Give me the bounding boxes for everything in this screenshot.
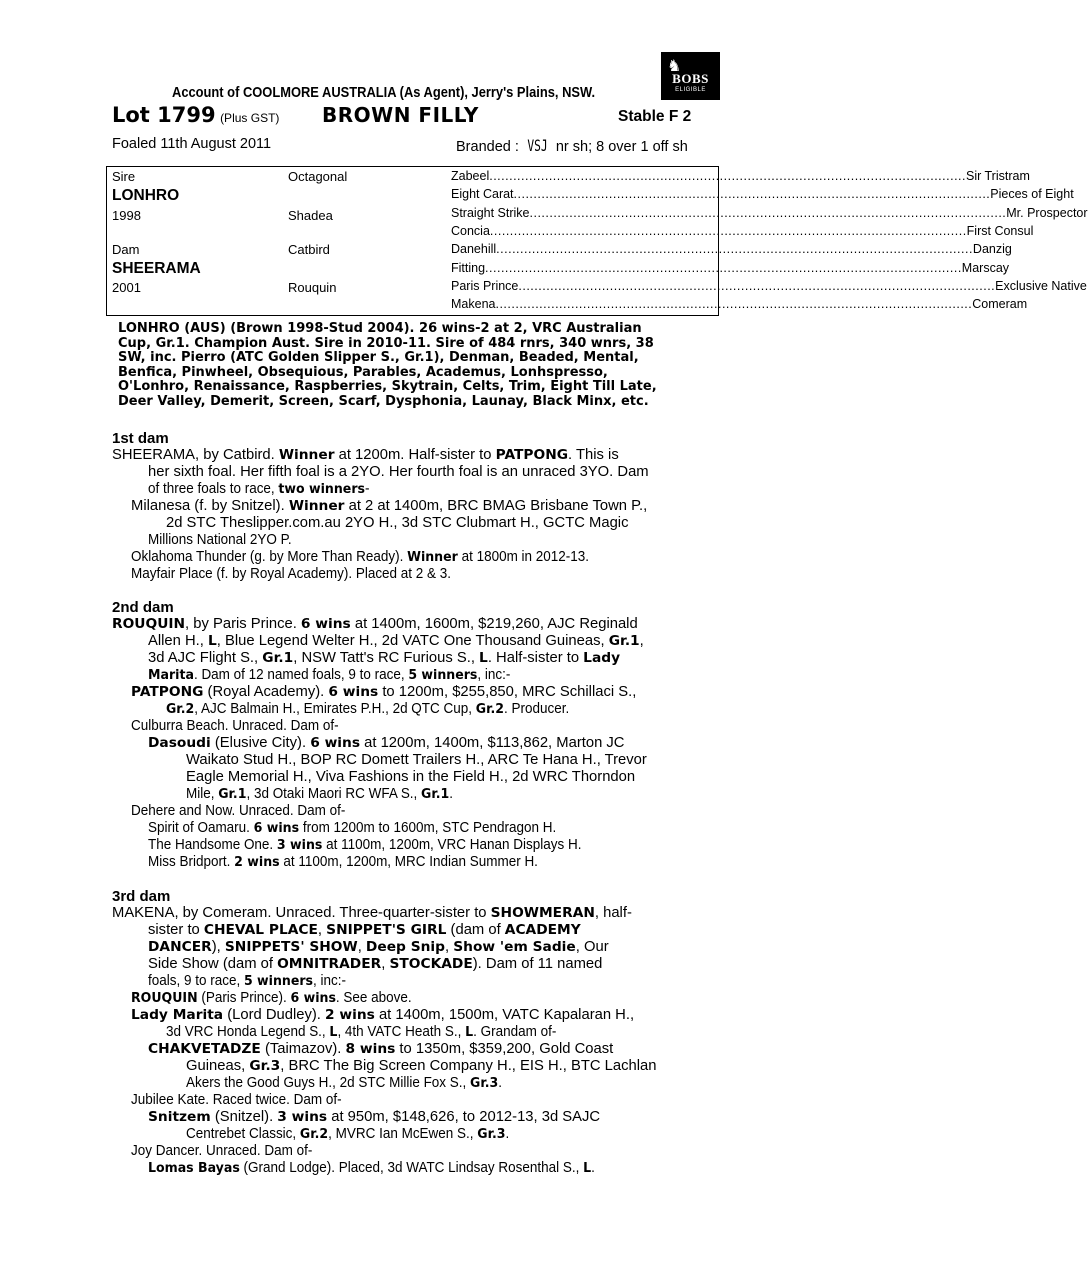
record-line xyxy=(148,939,609,956)
text: (Elusive City). xyxy=(210,735,311,751)
record-line xyxy=(148,667,538,684)
bold-text: L xyxy=(479,650,488,666)
dot-leader: ........................................................................................................................ xyxy=(495,297,973,312)
bold-text: PATPONG xyxy=(131,684,204,700)
ancestor-row xyxy=(451,242,1012,257)
text: , inc:- xyxy=(313,973,346,989)
text: (Paris Prince). xyxy=(197,990,291,1006)
text: . This is xyxy=(568,447,619,463)
bold-text: 6 wins xyxy=(290,990,336,1006)
record-line xyxy=(148,650,621,667)
record-line xyxy=(148,922,581,939)
text: (Royal Academy). xyxy=(203,684,329,700)
record-line xyxy=(131,1143,326,1160)
bold-text: CHEVAL PLACE xyxy=(203,922,318,938)
text: Guineas, xyxy=(186,1058,250,1074)
text: , xyxy=(317,922,327,938)
bold-text: 2 wins xyxy=(325,1007,375,1023)
record-line xyxy=(131,1007,635,1024)
text: 2d STC Theslipper.com.au 2YO H., 3d STC Clubmart H., GCTC Magic xyxy=(166,515,629,531)
text: . See above. xyxy=(335,990,412,1006)
record-line xyxy=(148,956,603,973)
text: (dam of xyxy=(446,922,505,938)
text: Mile, xyxy=(186,786,219,802)
text: , xyxy=(639,633,644,649)
sire-summary-line: O'Lonhro, Renaissance, Raspberries, Skytrain, Celts, Trim, Eight Till Late, xyxy=(118,379,657,394)
record-line xyxy=(148,481,386,498)
bold-text: Snitzem xyxy=(148,1109,211,1125)
text: (Taimazov). xyxy=(260,1041,346,1057)
ancestor-row xyxy=(451,278,1087,293)
record-line xyxy=(131,498,648,515)
bobs-logo: ♞ BOBS ELIGIBLE xyxy=(661,52,720,100)
bold-text: Gr.1 xyxy=(218,786,247,802)
sire-summary xyxy=(118,322,711,409)
text: . Half-sister to xyxy=(487,650,584,666)
record-line xyxy=(148,633,644,650)
ancestor-name: Danehill xyxy=(451,242,497,257)
bold-text: 6 wins xyxy=(328,684,379,700)
text: , xyxy=(444,939,454,955)
ancestor-row xyxy=(451,297,1028,312)
sire-summary-line: Benfica, Pinwheel, Obsequious, Parables, Academus, Lonhspresso, xyxy=(118,364,608,380)
bold-text: Lady Marita xyxy=(131,1007,224,1023)
ancestor-name: Eight Carat xyxy=(451,187,514,202)
text: , 4th VATC Heath S., xyxy=(337,1024,466,1040)
bold-text: 5 winners xyxy=(243,973,314,989)
bold-text: ROUQUIN xyxy=(131,990,198,1006)
sire-summary-line: LONHRO (AUS) (Brown 1998-Stud 2004). 26 wins-2 at 2, VRC Australian xyxy=(118,321,642,336)
text: Side Show (dam of xyxy=(148,956,278,972)
text: , inc:- xyxy=(477,667,511,683)
text: at 1400m, 1600m, $219,260, AJC Reginald xyxy=(350,616,638,632)
text: , MVRC Ian McEwen S., xyxy=(328,1126,478,1142)
bold-text: 2 wins xyxy=(234,854,280,870)
text: Millions National 2YO P. xyxy=(148,532,292,548)
bold-text: PATPONG xyxy=(495,447,569,463)
bold-text: L xyxy=(583,1160,592,1176)
bold-text: Lomas Bayas xyxy=(148,1160,240,1176)
dot-leader: ........................................................................................................................ xyxy=(485,260,962,275)
ancestor-parent: Sir Tristram xyxy=(965,169,1030,183)
text: to 1200m, $255,850, MRC Schillaci S., xyxy=(378,684,637,700)
bold-text: 5 winners xyxy=(408,667,478,683)
heading-third-dam: 3rd dam xyxy=(112,888,171,905)
heading-second-dam: 2nd dam xyxy=(112,599,174,616)
dot-leader: ........................................................................................................................ xyxy=(518,278,996,293)
ancestor-parent: Marscay xyxy=(961,260,1010,275)
record-line xyxy=(186,1058,657,1075)
bold-text: SHOWMERAN xyxy=(490,905,595,921)
foaled-date: Foaled 11th August 2011 xyxy=(112,136,272,152)
bold-text: Show 'em Sadie xyxy=(453,939,576,955)
record-line xyxy=(148,735,625,752)
record-line xyxy=(112,905,632,922)
record-line xyxy=(186,769,636,786)
text: Akers the Good Guys H., 2d STC Millie Fox S., xyxy=(186,1075,471,1091)
sire-summary-line: Cup, Gr.1. Champion Aust. Sire in 2010-11. Sire of 484 rnrs, 340 wnrs, 38 xyxy=(118,335,654,351)
bold-text: DANCER xyxy=(148,939,212,955)
text: . Producer. xyxy=(503,701,570,717)
text: Milanesa (f. by Snitzel). xyxy=(131,498,289,514)
stable-number: Stable F 2 xyxy=(618,108,692,125)
text: ), xyxy=(211,939,225,955)
bold-text: Gr.2 xyxy=(299,1126,329,1142)
record-line xyxy=(131,1092,357,1109)
record-line xyxy=(131,566,475,583)
ancestor-parent: Pieces of Eight xyxy=(990,187,1074,202)
bold-text: Winner xyxy=(288,498,345,514)
ancestor-name: Straight Strike xyxy=(451,205,530,220)
dot-leader: ........................................................................................................................ xyxy=(529,205,1007,220)
bold-text: 3 wins xyxy=(276,837,323,853)
bold-text: Gr.3 xyxy=(249,1058,281,1074)
dam-name: SHEERAMA xyxy=(112,260,201,277)
sire-summary-line: Deer Valley, Demerit, Screen, Scarf, Dysphonia, Launay, Black Minx, etc. xyxy=(118,393,649,409)
bold-text: Deep Snip xyxy=(365,939,445,955)
ancestor-row xyxy=(451,187,1074,202)
ancestor-row xyxy=(451,205,1088,220)
bold-text: Gr.3 xyxy=(470,1075,499,1091)
bold-text: 8 wins xyxy=(345,1041,396,1057)
record-line xyxy=(166,1024,586,1041)
record-line xyxy=(148,1109,601,1126)
text: . xyxy=(505,1126,510,1142)
record-line xyxy=(112,447,619,464)
text: , BRC The Big Screen Company H., EIS H., BTC Lachlan xyxy=(280,1058,657,1074)
bold-text: L xyxy=(465,1024,474,1040)
text: . Grandam of- xyxy=(473,1024,557,1040)
ancestor-name: Zabeel xyxy=(451,169,490,183)
text: at 1800m in 2012-13. xyxy=(457,549,590,565)
sire-summary-line: SW, inc. Pierro (ATC Golden Slipper S., Gr.1), Denman, Beaded, Mental, xyxy=(118,350,639,365)
text: Jubilee Kate. Raced twice. Dam of- xyxy=(131,1092,342,1108)
account-line: Account of COOLMORE AUSTRALIA (As Agent), Jerry's Plains, NSW. xyxy=(172,84,596,101)
text: Spirit of Oamaru. xyxy=(148,820,254,836)
lot-number: Lot 1799 (Plus GST) xyxy=(112,103,280,127)
bold-text: L xyxy=(329,1024,338,1040)
bold-text: SNIPPETS' SHOW xyxy=(224,939,358,955)
record-line xyxy=(131,803,362,820)
text: at 2 at 1400m, BRC BMAG Brisbane Town P., xyxy=(344,498,648,514)
text: , AJC Balmain H., Emirates P.H., 2d QTC Cup, xyxy=(194,701,476,717)
record-line xyxy=(148,532,302,549)
record-line xyxy=(131,684,637,701)
ancestor-row xyxy=(451,169,1030,183)
bold-text: Gr.1 xyxy=(262,650,294,666)
text: , Our xyxy=(575,939,609,955)
dot-leader: ........................................................................................................................ xyxy=(489,223,967,238)
text: , 3d Otaki Maori RC WFA S., xyxy=(246,786,422,802)
bold-text: 6 wins xyxy=(300,616,351,632)
heading-first-dam: 1st dam xyxy=(112,430,169,447)
text: of three foals to race, xyxy=(148,481,279,497)
bold-text: Winner xyxy=(407,549,458,565)
text: at 1100m, 1200m, MRC Indian Summer H. xyxy=(279,854,538,870)
text: - xyxy=(364,481,370,497)
text: . xyxy=(498,1075,502,1091)
record-line xyxy=(166,515,629,532)
bold-text: Winner xyxy=(278,447,335,463)
text: to 1350m, $359,200, Gold Coast xyxy=(395,1041,614,1057)
record-line xyxy=(131,718,354,735)
bold-text: ROUQUIN xyxy=(112,616,186,632)
record-line xyxy=(148,837,614,854)
record-line xyxy=(186,1126,534,1143)
bold-text: STOCKADE xyxy=(389,956,473,972)
text: , xyxy=(381,956,390,972)
record-line xyxy=(148,820,587,837)
text: at 1100m, 1200m, VRC Hanan Displays H. xyxy=(322,837,582,853)
text: , xyxy=(357,939,366,955)
record-line xyxy=(131,549,624,566)
text: The Handsome One. xyxy=(148,837,277,853)
bold-text: OMNITRADER xyxy=(277,956,382,972)
text: at 1200m, 1400m, $113,862, Marton JC xyxy=(360,735,625,751)
bold-text: Gr.3 xyxy=(477,1126,506,1142)
text: at 1200m. Half-sister to xyxy=(334,447,496,463)
text: at 1400m, 1500m, VATC Kapalaran H., xyxy=(374,1007,635,1023)
text: her sixth foal. Her fifth foal is a 2YO. Her fourth foal is an unraced 3YO. Dam xyxy=(148,464,649,480)
text: . xyxy=(449,786,454,802)
dot-leader: ........................................................................................................................ xyxy=(489,169,966,183)
sire-name: LONHRO xyxy=(112,187,180,204)
text: Miss Bridport. xyxy=(148,854,235,870)
text: , Blue Legend Welter H., 2d VATC One Thousand Guineas, xyxy=(216,633,609,649)
text: SHEERAMA, by Catbird. xyxy=(112,447,279,463)
record-line xyxy=(148,464,649,481)
ancestor-parent: Exclusive Native xyxy=(995,278,1087,293)
record-line xyxy=(186,752,647,769)
text: Waikato Stud H., BOP RC Domett Trailers H., ARC Te Hana H., Trevor xyxy=(186,752,647,768)
ancestor-name: Fitting xyxy=(451,260,486,275)
ancestor-name: Makena xyxy=(451,297,496,312)
text: . Dam of 12 named foals, 9 to race, xyxy=(193,667,409,683)
text: (Lord Dudley). xyxy=(223,1007,326,1023)
record-line xyxy=(131,990,433,1007)
bold-text: Lady xyxy=(583,650,621,666)
text: 3d VRC Honda Legend S., xyxy=(166,1024,330,1040)
text: Eagle Memorial H., Viva Fashions in the Field H., 2d WRC Thorndon xyxy=(186,769,636,785)
pedigree-table: Sire LONHRO 1998 Octagonal Shadea Dam SHEERAMA 2001 Catbird Rouquin Zabeel ........................................................................................................................ Sir Tristram Eight Carat ........................................................................................................................ Pieces of Eight Straight Strike ........................................................................................................................ Mr. Prospector Concia ........................................................................................................................ First Consul Danehill ........................................................................................................................ Danzig Fitting ........................................................................................................................ Marscay Paris Prince ........................................................................................................................ Exclusive Native Makena ........................................................................................................................ Comeram xyxy=(106,166,719,316)
horse-icon: ♞ xyxy=(667,58,682,75)
record-line xyxy=(186,1075,526,1092)
record-line xyxy=(186,786,473,803)
text: foals, 9 to race, xyxy=(148,973,244,989)
ancestor-row xyxy=(451,260,1010,275)
record-line xyxy=(148,1160,629,1177)
ancestor-parent: Mr. Prospector xyxy=(1006,205,1088,220)
bold-text: ACADEMY xyxy=(504,922,581,938)
ancestor-parent: First Consul xyxy=(966,223,1034,238)
text: , NSW Tatt's RC Furious S., xyxy=(293,650,480,666)
bold-text: Dasoudi xyxy=(148,735,211,751)
text: ). Dam of 11 named xyxy=(472,956,603,972)
bold-text: L xyxy=(208,633,217,649)
bold-text: two winners xyxy=(278,481,365,497)
ancestor-row xyxy=(451,223,1034,238)
text: at 950m, $148,626, to 2012-13, 3d SAJC xyxy=(327,1109,601,1125)
bold-text: 3 wins xyxy=(277,1109,328,1125)
text: Oklahoma Thunder (g. by More Than Ready). xyxy=(131,549,408,565)
text: Allen H., xyxy=(148,633,209,649)
dot-leader: ........................................................................................................................ xyxy=(496,242,973,257)
dot-leader: ........................................................................................................................ xyxy=(513,187,991,202)
ancestor-name: Paris Prince xyxy=(451,278,519,293)
bold-text: CHAKVETADZE xyxy=(148,1041,261,1057)
text: (Snitzel). xyxy=(210,1109,278,1125)
ancestor-parent: Danzig xyxy=(972,242,1012,257)
text: (Grand Lodge). Placed, 3d WATC Lindsay Rosenthal S., xyxy=(239,1160,584,1176)
text: 3d AJC Flight S., xyxy=(148,650,263,666)
bold-text: SNIPPET'S GIRL xyxy=(326,922,447,938)
bold-text: Marita xyxy=(148,667,194,683)
bold-text: 6 wins xyxy=(310,735,361,751)
record-line xyxy=(148,973,361,990)
ancestor-parent: Comeram xyxy=(972,297,1028,312)
horse-description: BROWN FILLY xyxy=(322,103,479,127)
bold-text: Gr.2 xyxy=(475,701,504,717)
bold-text: 6 wins xyxy=(253,820,300,836)
text: from 1200m to 1600m, STC Pendragon H. xyxy=(299,820,557,836)
ancestor-name: Concia xyxy=(451,223,490,238)
branding: Branded : VSJ nr sh; 8 over 1 off sh xyxy=(456,136,688,155)
text: Mayfair Place (f. by Royal Academy). Placed at 2 & 3. xyxy=(131,566,452,582)
record-line xyxy=(148,854,567,871)
text: , half- xyxy=(594,905,632,921)
text: sister to xyxy=(148,922,204,938)
text: Joy Dancer. Unraced. Dam of- xyxy=(131,1143,313,1159)
text: Centrebet Classic, xyxy=(186,1126,300,1142)
record-line xyxy=(148,1041,614,1058)
text: . xyxy=(591,1160,595,1176)
text: , by Paris Prince. xyxy=(185,616,301,632)
text: MAKENA, by Comeram. Unraced. Three-quarter-sister to xyxy=(112,905,491,921)
record-line xyxy=(112,616,638,633)
text: Dehere and Now. Unraced. Dam of- xyxy=(131,803,346,819)
bold-text: Gr.1 xyxy=(608,633,640,649)
brand-mark: VSJ xyxy=(527,136,548,155)
text: Culburra Beach. Unraced. Dam of- xyxy=(131,718,339,734)
bold-text: Gr.1 xyxy=(421,786,450,802)
bold-text: Gr.2 xyxy=(166,701,195,717)
record-line xyxy=(166,701,600,718)
